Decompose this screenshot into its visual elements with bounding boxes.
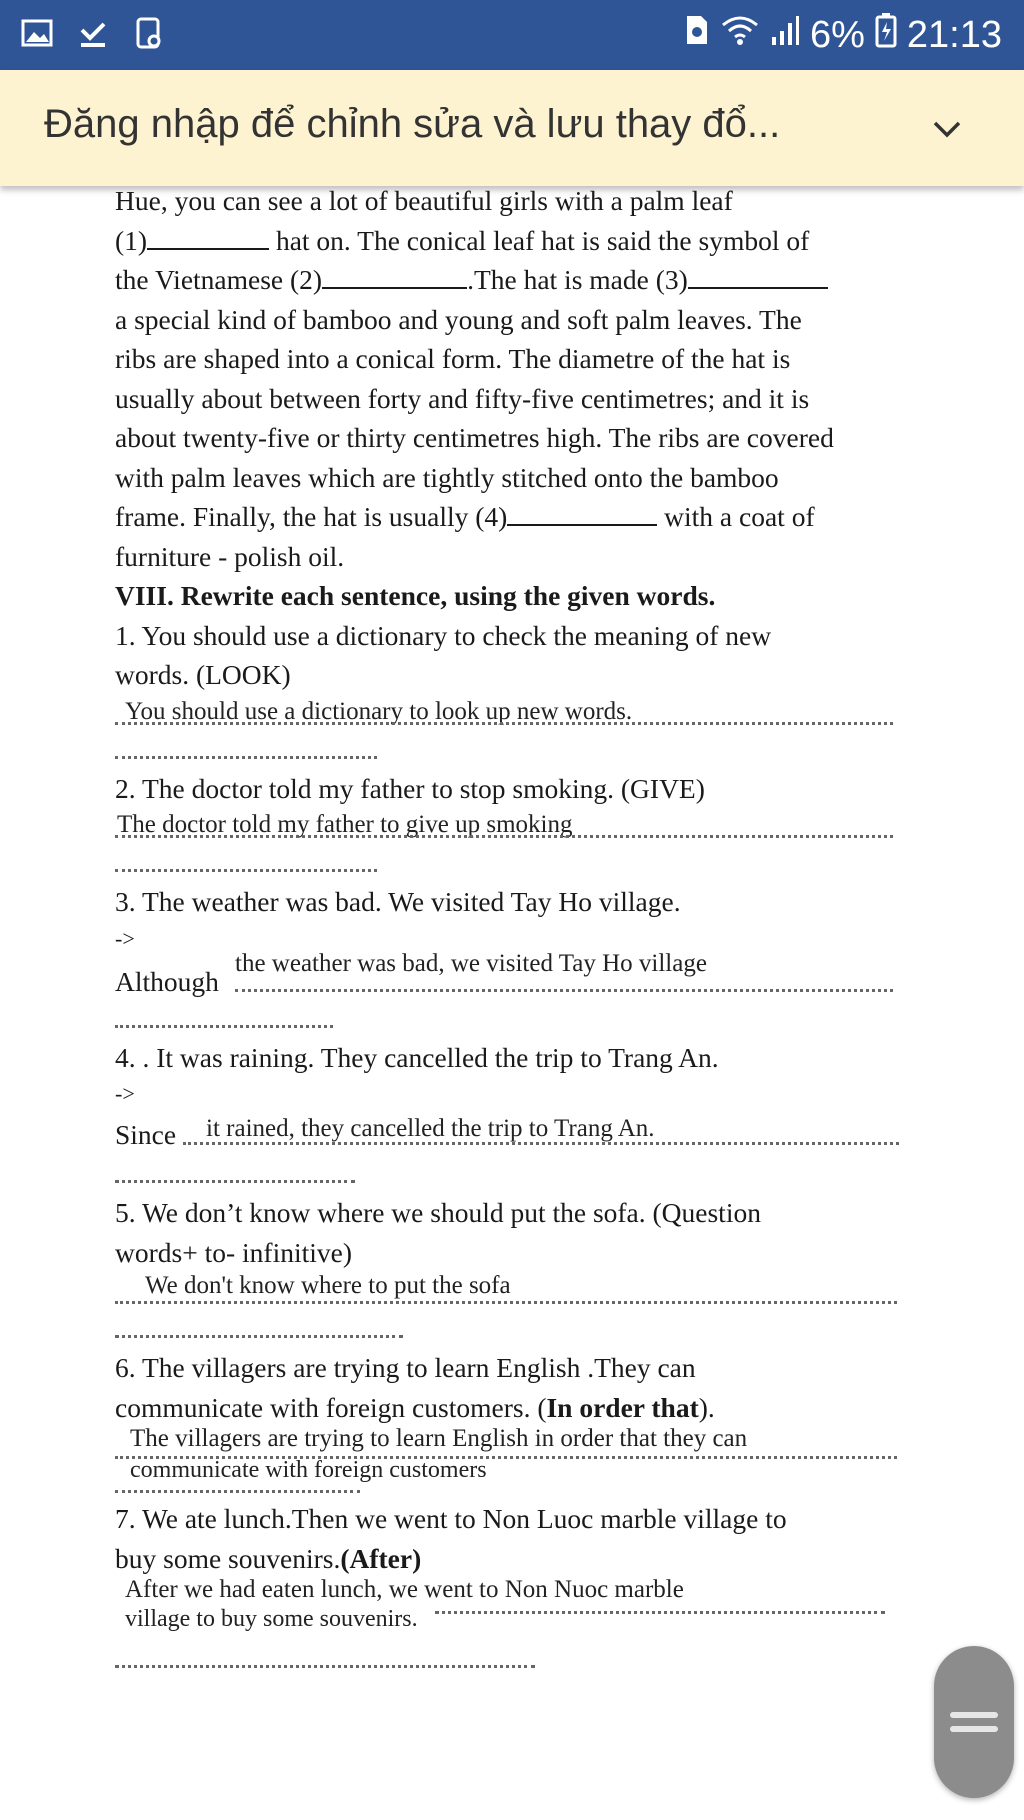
question-2-text: 2. The doctor told my father to stop smoking. (GIVE) (115, 772, 705, 804)
passage-line: ribs are shaped into a conical form. The diametre of the hat is (115, 343, 791, 374)
blank-3 (688, 263, 828, 289)
answer-3-text: the weather was bad, we visited Tay Ho village (235, 949, 707, 977)
passage-line: Hue, you can see a lot of beautiful girls with a palm leaf (115, 185, 733, 216)
chevron-down-icon[interactable] (932, 114, 962, 144)
answer-1-text: You should use a dictionary to look up new words. (125, 697, 633, 725)
wifi-icon (720, 13, 760, 57)
answer-6 (115, 1427, 915, 1495)
blank-2 (322, 263, 467, 289)
blank-4 (507, 500, 657, 526)
download-done-icon (76, 16, 110, 50)
answer-2-text: The doctor told my father to give up smoking (117, 811, 573, 838)
signal-icon (770, 13, 800, 57)
passage-line: the Vietnamese (2) .The hat is made (3) (115, 260, 915, 300)
answer-3 (115, 949, 915, 998)
answer-7-text-line1: After we had eaten lunch, we went to Non Nuoc marble (125, 1576, 684, 1603)
battery-icon (875, 12, 897, 58)
answer-7-text-line2: village to buy some souvenirs. (125, 1606, 418, 1632)
dotted-line (115, 1153, 915, 1193)
question-7-text: 7. We ate lunch.Then we went to Non Luoc marble village to (115, 1503, 787, 1534)
menu-icon (950, 1712, 998, 1718)
question-1-text: words. (LOOK) (115, 659, 291, 690)
dotted-line (115, 729, 915, 769)
answer-1 (115, 695, 915, 729)
question-6-text: 6. The villagers are trying to learn English .They can (115, 1352, 696, 1383)
question-4-text: 4. . It was raining. They cancelled the trip to Trang An. (115, 1041, 719, 1073)
question-5-text: words+ to- infinitive) (115, 1236, 352, 1268)
answer-7 (115, 1578, 915, 1644)
passage-line: furniture - polish oil. (115, 540, 345, 572)
dotted-line (115, 998, 915, 1038)
answer-6-text-line1: The villagers are trying to learn English in order that they can (130, 1425, 748, 1452)
passage-line: about twenty-five or thirty centimetres high. The ribs are covered (115, 422, 834, 453)
answer-3-lead: Although (115, 965, 219, 997)
answer-5 (115, 1272, 915, 1308)
answer-6-text-line2: communicate with foreign customers (130, 1457, 487, 1483)
image-icon (20, 16, 54, 50)
question-3-text: 3. The weather was bad. We visited Tay Ho village. (115, 886, 681, 917)
arrow: -> (115, 1081, 135, 1106)
section-heading: VIII. Rewrite each sentence, using the given words. (115, 580, 716, 611)
answer-5-text: We don't know where to put the sofa (145, 1272, 511, 1299)
sim-icon (684, 13, 710, 57)
sign-in-banner[interactable] (0, 70, 1024, 186)
screenshot-icon (132, 16, 166, 50)
question-6-text: communicate with foreign customers. (In order that). (115, 1391, 715, 1423)
passage-line: with palm leaves which are tightly stitched onto the bamboo (115, 461, 779, 493)
battery-percent: 6% (809, 13, 865, 56)
dotted-line (115, 1644, 915, 1672)
fast-scroll-button[interactable] (934, 1646, 1014, 1798)
answer-2 (115, 808, 915, 842)
banner-text: Đăng nhập để chỉnh sửa và lưu thay đổ... (44, 102, 781, 146)
answer-4-lead: Since (115, 1119, 177, 1150)
arrow: -> (115, 925, 135, 951)
blank-1 (147, 224, 269, 250)
question-5-text: 5. We don’t know where we should put the sofa. (Question (115, 1197, 761, 1228)
passage-line: a special kind of bamboo and young and soft palm leaves. The (115, 303, 802, 335)
dotted-line (115, 1308, 915, 1348)
question-1-text: 1. You should use a dictionary to check the meaning of new (115, 619, 772, 651)
answer-4-text: it rained, they cancelled the trip to Trang An. (206, 1115, 655, 1142)
question-7-text: buy some souvenirs.(After) (115, 1542, 422, 1574)
passage-line: frame. Finally, the hat is usually (4) with a coat of (115, 501, 815, 532)
document-body (115, 181, 915, 1672)
status-bar (0, 0, 1024, 70)
dotted-line (115, 842, 915, 882)
passage-line: (1) hat on. The conical leaf hat is said the symbol of (115, 224, 810, 256)
clock: 21:13 (906, 13, 1002, 56)
passage-line: usually about between forty and fifty-five centimetres; and it is (115, 382, 810, 414)
answer-4 (115, 1111, 915, 1153)
